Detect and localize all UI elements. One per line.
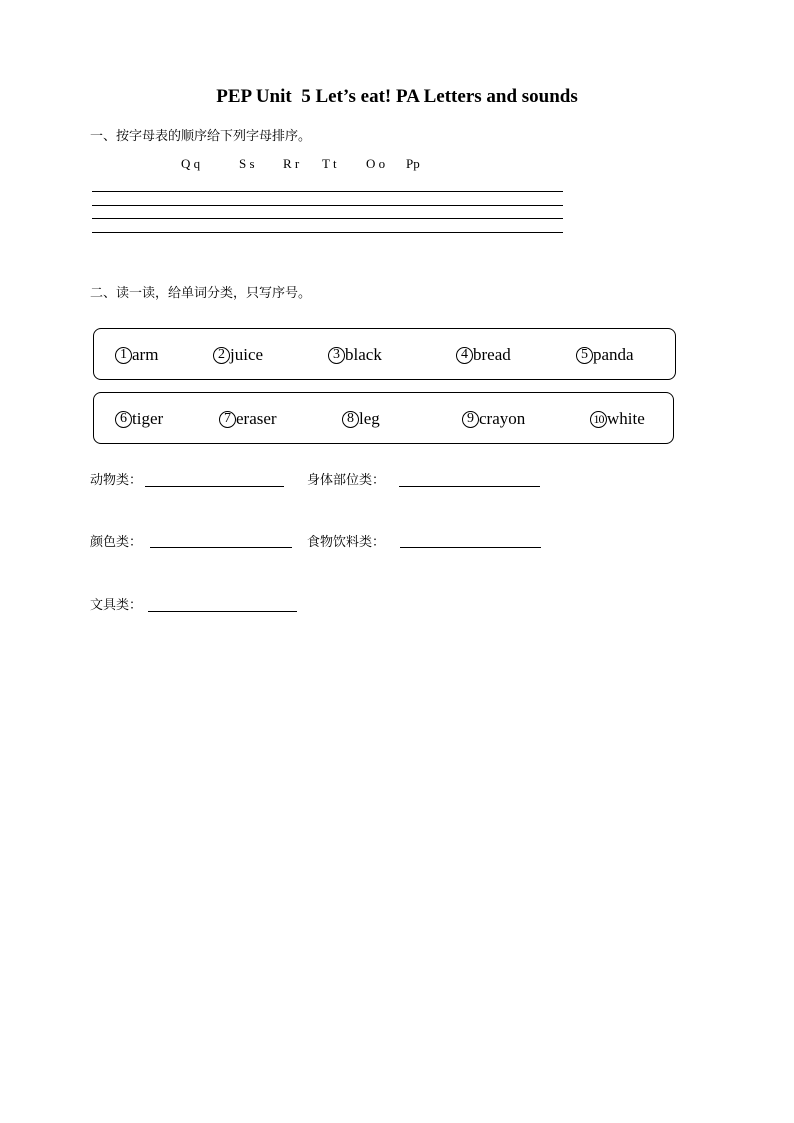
word-item [213,345,263,365]
circled-number: 9 [462,411,479,428]
word-text: juice [230,345,264,364]
circled-number: 3 [328,347,345,364]
circled-number: 10 [590,411,607,428]
letter-item: O o [366,156,386,171]
word-text: tiger [132,409,164,428]
letter-list [181,156,420,172]
category-body-blank[interactable] [399,486,540,487]
word-item [462,409,525,429]
word-item [576,345,634,365]
letter-item: Pp [406,156,420,171]
circled-number: 4 [456,347,473,364]
word-item [115,409,163,429]
circled-number: 2 [213,347,230,364]
circled-number: 1 [115,347,132,364]
word-text: black [345,345,382,364]
word-text: arm [132,345,159,364]
circled-number: 7 [219,411,236,428]
category-body-label: 身体部位类： [307,473,386,488]
category-food-label: 食物饮料类： [307,535,386,550]
word-text: crayon [479,409,526,428]
word-item [219,409,277,429]
word-text: bread [473,345,511,364]
word-box-row2 [93,392,674,444]
word-item [115,345,158,365]
word-item [456,345,511,365]
page-title: PEP Unit 5 Let’s eat! PA Letters and sounds [216,86,578,107]
category-stationery-label: 文具类： [90,598,143,613]
category-colors-blank[interactable] [150,547,292,548]
category-animals-label: 动物类： [90,473,143,488]
section1-heading: 一、按字母表的顺序给下列字母排序。 [90,129,312,144]
letter-item: Q q [181,156,201,171]
category-stationery-blank[interactable] [148,611,297,612]
category-food-blank[interactable] [400,547,541,548]
word-item [590,409,645,429]
letter-item: S s [239,156,255,171]
category-colors-label: 颜色类： [90,535,143,550]
word-text: white [607,409,645,428]
circled-number: 5 [576,347,593,364]
word-item [342,409,380,429]
letter-item: R r [283,156,300,171]
circled-number: 6 [115,411,132,428]
section2-heading: 二、读一读，给单词分类，只写序号。 [90,286,312,301]
answer-line[interactable] [92,218,563,219]
answer-line[interactable] [92,191,563,192]
answer-line[interactable] [92,232,563,233]
answer-line[interactable] [92,205,563,206]
category-animals-blank[interactable] [145,486,284,487]
circled-number: 8 [342,411,359,428]
word-item [328,345,382,365]
word-text: panda [593,345,634,364]
word-text: leg [359,409,380,428]
letter-item: T t [322,156,337,171]
word-text: eraser [236,409,277,428]
